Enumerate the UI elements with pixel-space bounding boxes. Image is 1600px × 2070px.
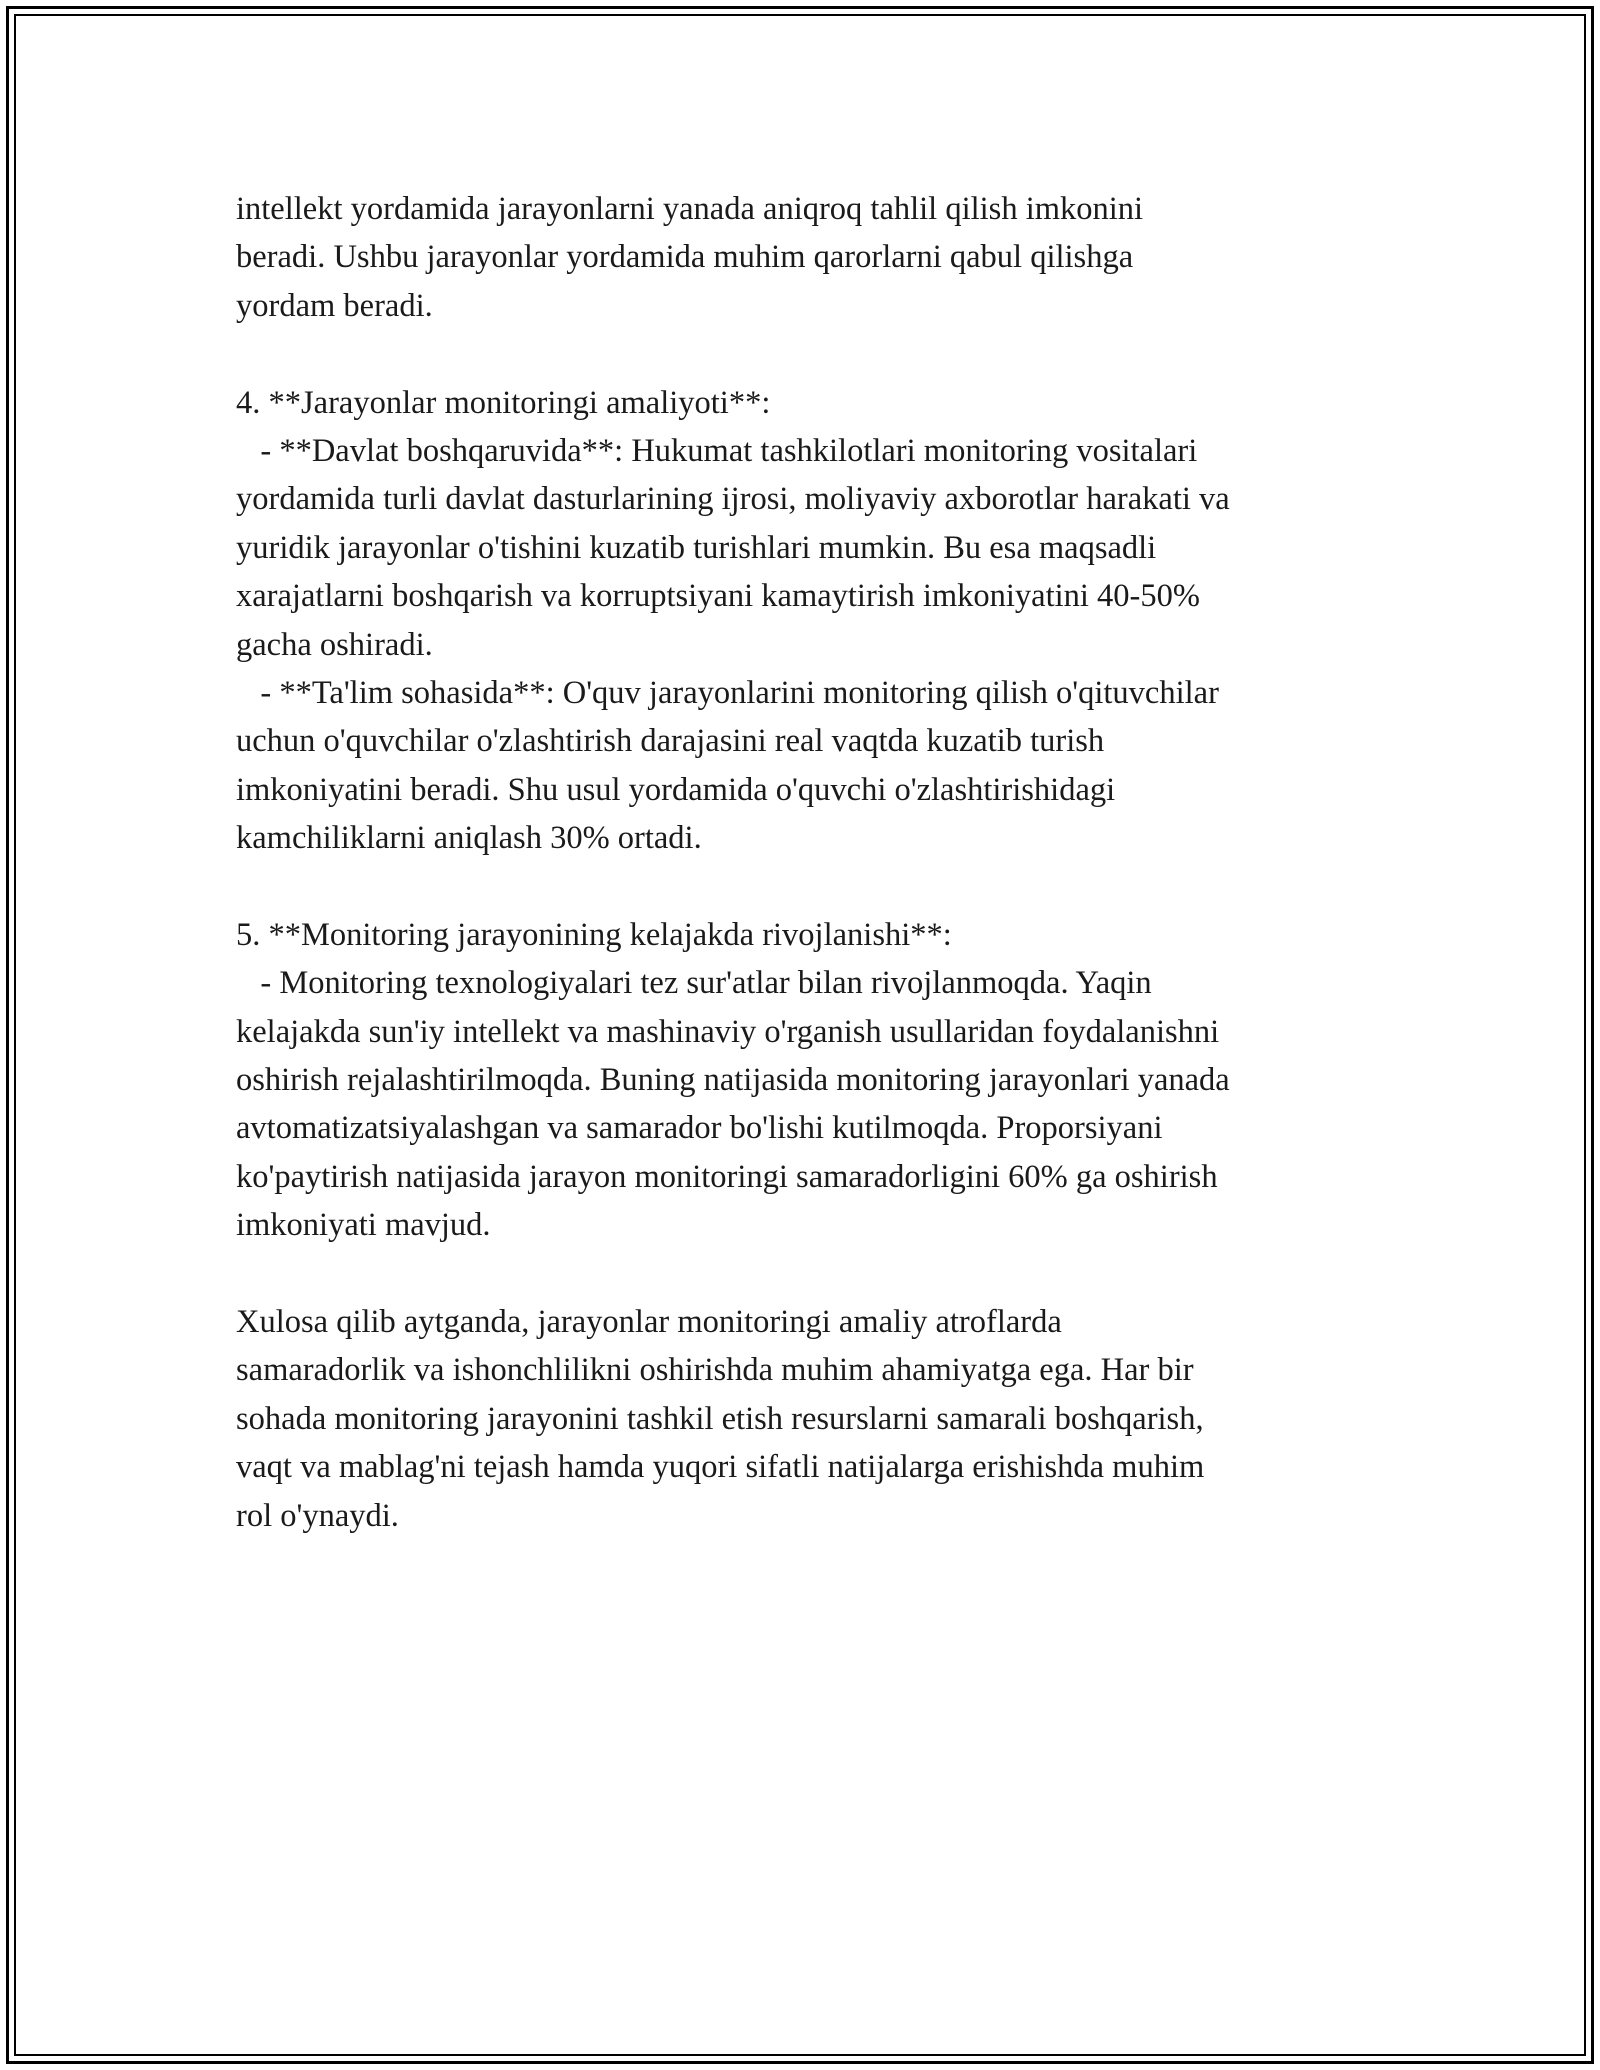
paragraph-gap (236, 1250, 1386, 1298)
list-item-line: - **Davlat boshqaruvida**: Hukumat tashkilotlari monitoring vositalari (236, 432, 1198, 469)
section-heading: 5. **Monitoring jarayonining kelajakda rivojlanishi**: (236, 916, 952, 953)
text-line: imkoniyati mavjud. (236, 1207, 491, 1244)
text-line: gacha oshiradi. (236, 626, 433, 663)
text-line: yordam beradi. (236, 287, 433, 324)
text-line: uchun o'quvchilar o'zlashtirish darajasini real vaqtda kuzatib turish (236, 723, 1105, 760)
section-5 (236, 911, 1386, 1250)
text-line: ko'paytirish natijasida jarayon monitoringi samaradorligini 60% ga oshirish (236, 1158, 1218, 1195)
text-line: yuridik jarayonlar o'tishini kuzatib turishlari mumkin. Bu esa maqsadli (236, 529, 1157, 566)
text-line: sohada monitoring jarayonini tashkil etish resurslarni samarali boshqarish, (236, 1400, 1204, 1437)
list-item-line: - Monitoring texnologiyalari tez sur'atlar bilan rivojlanmoqda. Yaqin (236, 965, 1152, 1002)
text-line: samaradorlik va ishonchlilikni oshirishda muhim ahamiyatga ega. Har bir (236, 1352, 1194, 1389)
text-line: Xulosa qilib aytganda, jarayonlar monitoringi amaliy atroflarda (236, 1303, 1062, 1340)
section-heading: 4. **Jarayonlar monitoringi amaliyoti**: (236, 384, 771, 421)
text-line: oshirish rejalashtirilmoqda. Buning natijasida monitoring jarayonlari yanada (236, 1062, 1230, 1099)
paragraph-gap (236, 330, 1386, 378)
text-line: vaqt va mablag'ni tejash hamda yuqori sifatli natijalarga erishishda muhim (236, 1449, 1205, 1486)
conclusion-paragraph (236, 1298, 1386, 1540)
document-body (236, 185, 1386, 1540)
text-line: intellekt yordamida jarayonlarni yanada aniqroq tahlil qilish imkonini (236, 191, 1144, 227)
text-line: rol o'ynaydi. (236, 1497, 399, 1534)
text-line: kamchiliklarni aniqlash 30% ortadi. (236, 820, 702, 857)
intro-paragraph (236, 185, 1386, 330)
text-line: yordamida turli davlat dasturlarining ijrosi, moliyaviy axborotlar harakati va (236, 481, 1230, 518)
text-line: imkoniyatini beradi. Shu usul yordamida o'quvchi o'zlashtirishidagi (236, 771, 1116, 808)
list-item-line: - **Ta'lim sohasida**: O'quv jarayonlarini monitoring qilish o'qituvchilar (236, 674, 1219, 711)
section-4 (236, 379, 1386, 863)
paragraph-gap (236, 862, 1386, 910)
text-line: avtomatizatsiyalashgan va samarador bo'lishi kutilmoqda. Proporsiyani (236, 1110, 1163, 1147)
text-line: xarajatlarni boshqarish va korruptsiyani kamaytirish imkoniyatini 40-50% (236, 578, 1200, 615)
text-line: beradi. Ushbu jarayonlar yordamida muhim qarorlarni qabul qilishga (236, 239, 1134, 276)
text-line: kelajakda sun'iy intellekt va mashinaviy o'rganish usullaridan foydalanishni (236, 1013, 1220, 1050)
